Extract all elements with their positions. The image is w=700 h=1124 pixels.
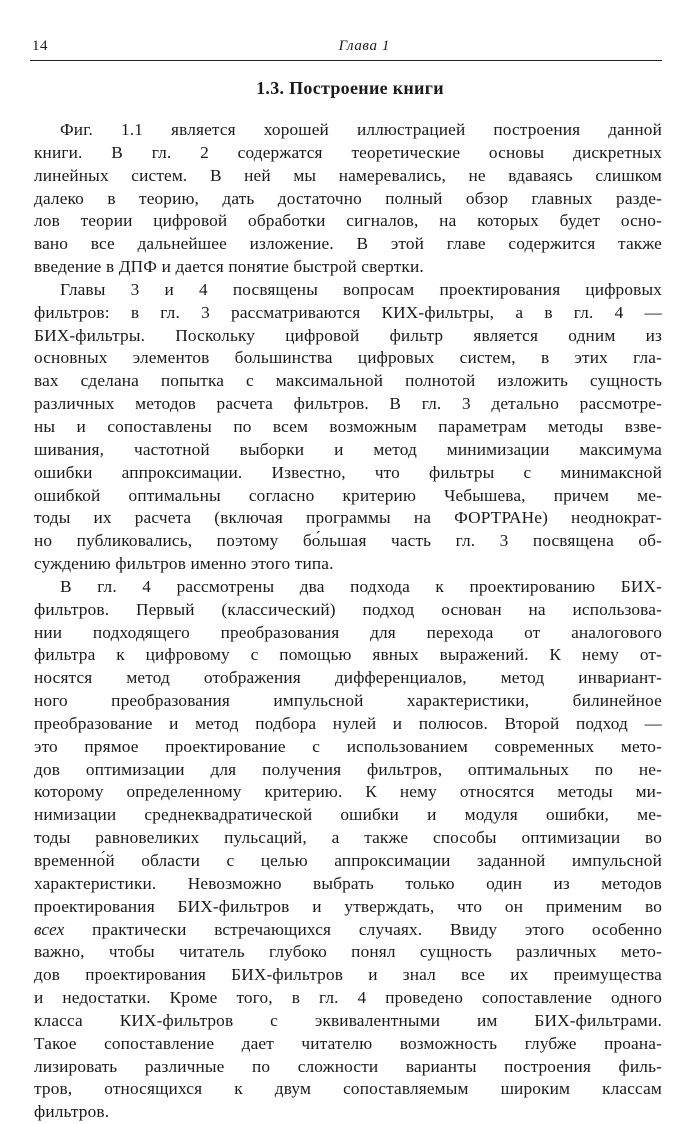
text-line: характеристики. Невозможно выбрать только один из методов: [34, 873, 662, 893]
text-line: БИХ-фильтры. Поскольку цифровой фильтр является одним из: [34, 325, 662, 345]
text-line: временно́й области с целью аппроксимации заданной импульсной: [34, 851, 662, 870]
page-number: 14: [32, 38, 48, 54]
text-line: нии подходящего преобразования для перехода от аналогового: [34, 622, 662, 642]
text-line: но публиковались, поэтому бо́льшая часть гл. 3 посвящена об-: [34, 531, 662, 551]
text-line: дов проектирования БИХ-фильтров и знал все их преимущества: [34, 965, 662, 985]
text-line: Такое сопоставление дает читателю возможность глубже проана-: [34, 1033, 662, 1053]
text-line: суждению фильтров именно этого типа.: [34, 554, 334, 574]
text-line: носятся метод отображения дифференциалов, метод инвариант-: [34, 668, 662, 688]
chapter-label: Глава 1: [338, 38, 390, 54]
text-line: проектирования БИХ-фильтров и утверждать, что он применим во: [34, 896, 662, 916]
text-line: фильтров: в гл. 3 рассматриваются КИХ-фильтры, а в гл. 4 —: [34, 302, 662, 322]
text-line: ошибкой оптимальны согласно критерию Чебышева, причем ме-: [34, 485, 662, 505]
text-line: преобразование и метод подбора нулей и полюсов. Второй подход —: [34, 713, 662, 733]
text-line: шивания, частотной выборки и метод минимизации максимума: [34, 439, 662, 459]
text-line: линейных систем. В ней мы намеревались, не вдаваясь слишком: [34, 165, 662, 185]
emphasis: всех: [34, 919, 65, 939]
text-line: ны и сопоставлены по всем возможным параметрам методы взве-: [34, 416, 662, 436]
body-text: [34, 119, 662, 1124]
text-line: нимизации среднеквадратической ошибки и модуля ошибки, ме-: [34, 805, 662, 825]
text-line: класса КИХ-фильтров с эквивалентными им БИХ-фильтрами.: [34, 1010, 662, 1030]
text-line: лизировать различные по сложности варианты построения филь-: [34, 1056, 662, 1076]
section-title: 1.3. Построение книги: [256, 78, 444, 98]
text-line: вано все дальнейшее изложение. В этой главе содержится также: [34, 234, 662, 254]
text-line: различных методов расчета фильтров. В гл. 3 детально рассмотре-: [34, 394, 662, 414]
text-line: важно, чтобы читатель глубоко понял сущность различных мето-: [34, 942, 662, 962]
text-line: ного преобразования импульсной характеристики, билинейное: [34, 691, 662, 711]
text-line: ошибки аппроксимации. Известно, что фильтры с минимаксной: [34, 462, 662, 482]
text-line: вах сделана попытка с максимальной полнотой изложить сущность: [34, 371, 662, 391]
text-line: Фиг. 1.1 является хорошей иллюстрацией построения данной: [60, 120, 662, 139]
text-line: Главы 3 и 4 посвящены вопросам проектирования цифровых: [60, 279, 662, 299]
text-line: тоды равновеликих пульсаций, а также способы оптимизации во: [34, 828, 662, 848]
text-line: фильтра к цифровому с помощью явных выражений. К нему от-: [34, 645, 662, 665]
text-line: которому определенному критерию. К нему относятся методы ми-: [34, 782, 662, 802]
text-line: основных элементов большинства цифровых систем, в этих гла-: [34, 348, 662, 368]
text-line: книги. В гл. 2 содержатся теоретические основы дискретных: [34, 142, 662, 162]
text-line: дов оптимизации для получения фильтров, оптимальных по не-: [34, 759, 662, 779]
text-line: тоды их расчета (включая программы на ФОРТРАНе) неоднократ-: [34, 508, 662, 528]
running-header: [30, 38, 662, 61]
text-line: тров, относящихся к двум сопоставляемым широким классам: [34, 1079, 662, 1099]
text-line: и недостатки. Кроме того, в гл. 4 проведено сопоставление одного: [34, 988, 662, 1008]
text-line: В гл. 4 рассмотрены два подхода к проектированию БИХ-: [60, 576, 662, 596]
text-line: фильтров.: [34, 1102, 110, 1122]
text-line: лов теории цифровой обработки сигналов, на которых будет осно-: [34, 211, 662, 231]
text-line: введение в ДПФ и дается понятие быстрой свертки.: [34, 257, 424, 277]
text-line: это прямое проектирование с использованием современных мето-: [34, 736, 662, 756]
text-line: всех практически встречающихся случаях. Ввиду этого особенно: [34, 919, 662, 939]
text-line: далеко в теорию, дать достаточно полный обзор главных разде-: [34, 188, 662, 208]
text-line: фильтров. Первый (классический) подход основан на использова-: [34, 599, 662, 619]
